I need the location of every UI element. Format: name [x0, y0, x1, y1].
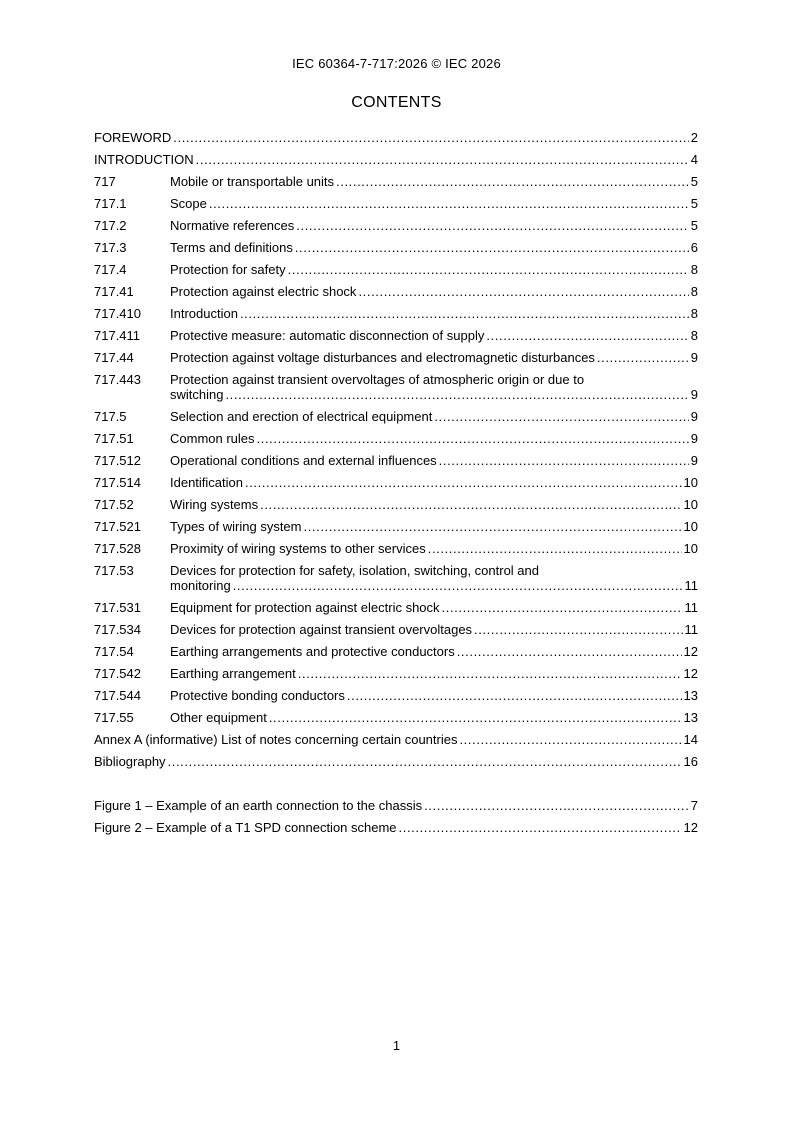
page-number: 1 [392, 1038, 401, 1053]
toc-entry[interactable] [94, 170, 698, 192]
toc-entry-number: 717.531 [94, 600, 141, 615]
toc-entry[interactable] [94, 427, 698, 449]
toc-entry-body [170, 431, 698, 449]
toc-entry-title: Protection against transient overvoltages of atmospheric origin or due to [170, 372, 585, 387]
figure-page: 12 [683, 820, 698, 835]
toc-entry-page: 10 [683, 519, 698, 534]
toc-entry-title: Operational conditions and external influences [170, 453, 437, 468]
toc-entry[interactable] [94, 559, 698, 596]
dot-leader [428, 541, 682, 556]
toc-entry-body [94, 798, 698, 816]
dot-leader [399, 820, 682, 835]
toc-entry-number: 717.544 [94, 688, 141, 703]
toc-entry-body [170, 350, 698, 368]
toc-entry-title: Protective bonding conductors [170, 688, 345, 703]
toc-entry-page: 5 [690, 218, 698, 233]
toc-entry-title: Annex A (informative) List of notes concerning certain countries [94, 732, 458, 747]
toc-entry-continuation [170, 578, 698, 593]
toc-entry-body [94, 152, 698, 170]
toc-entry[interactable] [94, 192, 698, 214]
dot-leader [269, 710, 682, 725]
toc-entry-number: 717.534 [94, 622, 141, 637]
toc-entry-title: Bibliography [94, 754, 166, 769]
contents-title: CONTENTS [351, 94, 442, 111]
toc-entry-page: 4 [690, 152, 698, 167]
dot-leader [295, 240, 689, 255]
toc-entry[interactable] [94, 302, 698, 324]
toc-entry[interactable] [94, 618, 698, 640]
toc-entry-title: Equipment for protection against electric shock [170, 600, 440, 615]
toc-entry-body [170, 666, 698, 684]
toc-entry-number: 717.55 [94, 710, 134, 725]
toc-entry-number: 717.1 [94, 196, 127, 211]
toc-entry-title-continued: monitoring [170, 578, 231, 593]
toc-entry-title: Proximity of wiring systems to other services [170, 541, 426, 556]
toc-entry-body [94, 754, 698, 772]
toc-entry[interactable] [94, 596, 698, 618]
toc-entry-page: 8 [690, 262, 698, 277]
toc-entry[interactable] [94, 126, 698, 148]
toc-entry-body [170, 497, 698, 515]
toc-entry[interactable] [94, 684, 698, 706]
toc-entry[interactable] [94, 324, 698, 346]
toc-entry-page: 9 [690, 350, 698, 365]
figure-entry[interactable] [94, 794, 698, 816]
toc-entry-title: INTRODUCTION [94, 152, 194, 167]
toc-entry[interactable] [94, 662, 698, 684]
toc-entry-title: Scope [170, 196, 207, 211]
toc-entry-title: Wiring systems [170, 497, 259, 512]
toc-entry-page: 11 [684, 600, 698, 615]
toc-entry[interactable] [94, 405, 698, 427]
toc-entry-body [170, 409, 698, 427]
toc-entry-title: Terms and definitions [170, 240, 293, 255]
dot-leader [434, 409, 688, 424]
toc-entry-body [170, 262, 698, 280]
dot-leader [288, 262, 689, 277]
toc-entry-page: 12 [683, 666, 698, 681]
toc-entry-page: 9 [690, 431, 698, 446]
dot-leader [260, 497, 681, 512]
toc-entry-title: Earthing arrangements and protective conductors [170, 644, 455, 659]
toc-entry-body [170, 240, 698, 258]
toc-entry-page: 5 [690, 196, 698, 211]
toc-entry-number: 717.411 [94, 328, 141, 343]
dot-leader [209, 196, 689, 211]
toc-entry-page: 13 [683, 688, 698, 703]
dot-leader [459, 732, 681, 747]
figure-entry[interactable] [94, 816, 698, 838]
toc-entry-title: FOREWORD [94, 130, 172, 145]
toc-entry-page: 8 [690, 328, 698, 343]
toc-entry-page: 16 [683, 754, 698, 769]
dot-leader [257, 431, 689, 446]
toc-entry-number: 717.514 [94, 475, 141, 490]
toc-entry[interactable] [94, 515, 698, 537]
toc-entry-page: 2 [690, 130, 698, 145]
toc-entry-page: 10 [683, 541, 698, 556]
toc-entry[interactable] [94, 368, 698, 405]
toc-entry-page: 13 [683, 710, 698, 725]
toc-entry[interactable] [94, 214, 698, 236]
toc-entry[interactable] [94, 236, 698, 258]
toc-gap [94, 772, 698, 794]
dot-leader [296, 218, 688, 233]
toc-entry-body [94, 130, 698, 148]
toc-entry-body [170, 710, 698, 728]
toc-entry-title: Other equipment [170, 710, 267, 725]
toc-entry-number: 717.2 [94, 218, 127, 233]
toc-entry[interactable] [94, 728, 698, 750]
toc-entry-page: 9 [690, 453, 698, 468]
dot-leader [173, 130, 688, 145]
figure-title: Figure 1 – Example of an earth connection to the chassis [94, 798, 423, 813]
toc-entry[interactable] [94, 750, 698, 772]
toc-entry-page: 12 [683, 644, 698, 659]
toc-entry-title-continued: switching [170, 387, 224, 402]
toc-entry-body [170, 174, 698, 192]
dot-leader [474, 622, 682, 637]
dot-leader [424, 798, 689, 813]
toc-entry-number: 717.4 [94, 262, 127, 277]
toc-entry-number: 717.3 [94, 240, 127, 255]
figure-page: 7 [690, 798, 698, 813]
toc-entry-title: Normative references [170, 218, 295, 233]
toc-entry-page: 5 [690, 174, 698, 189]
dot-leader [486, 328, 688, 343]
toc-entry[interactable] [94, 537, 698, 559]
toc-entry-page: 11 [684, 622, 698, 637]
toc-entry-page: 11 [684, 578, 698, 593]
toc-entry[interactable] [94, 258, 698, 280]
toc-entry[interactable] [94, 471, 698, 493]
toc-entry-page: 6 [690, 240, 698, 255]
toc-entry-number: 717.44 [94, 350, 134, 365]
toc-entry-body [170, 453, 698, 471]
toc-entry[interactable] [94, 640, 698, 662]
toc-entry[interactable] [94, 449, 698, 471]
toc-entry-title: Protection against voltage disturbances and electromagnetic disturbances [170, 350, 595, 365]
toc-entry[interactable] [94, 493, 698, 515]
toc-entry-continuation [170, 387, 698, 402]
toc-entry-title: Devices for protection for safety, isolation, switching, control and [170, 563, 539, 578]
document-header: IEC 60364-7-717:2026 © IEC 2026 [292, 56, 501, 71]
toc-entry-number: 717.54 [94, 644, 134, 659]
toc-entry-title: Protection for safety [170, 262, 286, 277]
figure-title: Figure 2 – Example of a T1 SPD connection scheme [94, 820, 397, 835]
toc-entry-title: Common rules [170, 431, 255, 446]
toc-entry-number: 717.512 [94, 453, 141, 468]
toc-entry[interactable] [94, 346, 698, 368]
toc-entry-page: 9 [690, 409, 698, 424]
dot-leader [597, 350, 689, 365]
toc-entry-number: 717.521 [94, 519, 141, 534]
toc-entry-number: 717.51 [94, 431, 134, 446]
toc-entry[interactable] [94, 706, 698, 728]
dot-leader [457, 644, 682, 659]
toc-entry-number: 717.53 [94, 563, 134, 578]
toc-entry-page: 14 [683, 732, 698, 747]
toc-entry-title: Mobile or transportable units [170, 174, 335, 189]
toc-entry-body [94, 820, 698, 838]
toc-entry-title: Protective measure: automatic disconnection of supply [170, 328, 485, 343]
toc-entry-body [170, 196, 698, 214]
toc-entry-number: 717 [94, 174, 116, 189]
toc-entry-body [170, 475, 698, 493]
toc-entry-number: 717.5 [94, 409, 127, 424]
toc-entry-body [170, 688, 698, 706]
dot-leader [168, 754, 682, 769]
toc-entry-body [170, 644, 698, 662]
toc-entry-body [170, 306, 698, 324]
dot-leader [442, 600, 683, 615]
dot-leader [196, 152, 689, 167]
toc-entry-title: Identification [170, 475, 243, 490]
toc-entry-body [170, 284, 698, 302]
dot-leader [298, 666, 682, 681]
toc-entry-body [170, 218, 698, 236]
dot-leader [358, 284, 688, 299]
dot-leader [304, 519, 682, 534]
toc-entry-body [94, 732, 698, 750]
dot-leader [245, 475, 682, 490]
toc-entry-page: 10 [683, 497, 698, 512]
dot-leader [347, 688, 682, 703]
toc-entry-page: 9 [690, 387, 698, 402]
dot-leader [439, 453, 689, 468]
toc-entry-title: Earthing arrangement [170, 666, 296, 681]
dot-leader [233, 578, 683, 593]
toc-entry-number: 717.52 [94, 497, 134, 512]
toc-entry-number: 717.41 [94, 284, 134, 299]
dot-leader [336, 174, 689, 189]
toc-entry-number: 717.542 [94, 666, 141, 681]
toc-entry-page: 8 [690, 306, 698, 321]
toc-entry-title: Protection against electric shock [170, 284, 357, 299]
toc-entry-page: 10 [683, 475, 698, 490]
toc-entries [94, 126, 698, 772]
toc-entry-body [170, 368, 698, 405]
toc-entry-title: Selection and erection of electrical equipment [170, 409, 433, 424]
toc-entry[interactable] [94, 280, 698, 302]
toc-entry-body [170, 559, 698, 596]
toc-entry-body [170, 600, 698, 618]
toc-entry-number: 717.410 [94, 306, 141, 321]
toc-entry-body [170, 622, 698, 640]
toc-entry[interactable] [94, 148, 698, 170]
toc-entry-number: 717.443 [94, 372, 141, 387]
toc-entry-body [170, 541, 698, 559]
toc-entry-number: 717.528 [94, 541, 141, 556]
dot-leader [240, 306, 689, 321]
figure-list [94, 794, 698, 838]
toc-entry-body [170, 519, 698, 537]
toc-entry-page: 8 [690, 284, 698, 299]
dot-leader [225, 387, 688, 402]
toc-entry-title: Devices for protection against transient overvoltages [170, 622, 473, 637]
table-of-contents [94, 126, 698, 838]
toc-entry-title: Introduction [170, 306, 238, 321]
toc-entry-body [170, 328, 698, 346]
toc-entry-title: Types of wiring system [170, 519, 302, 534]
